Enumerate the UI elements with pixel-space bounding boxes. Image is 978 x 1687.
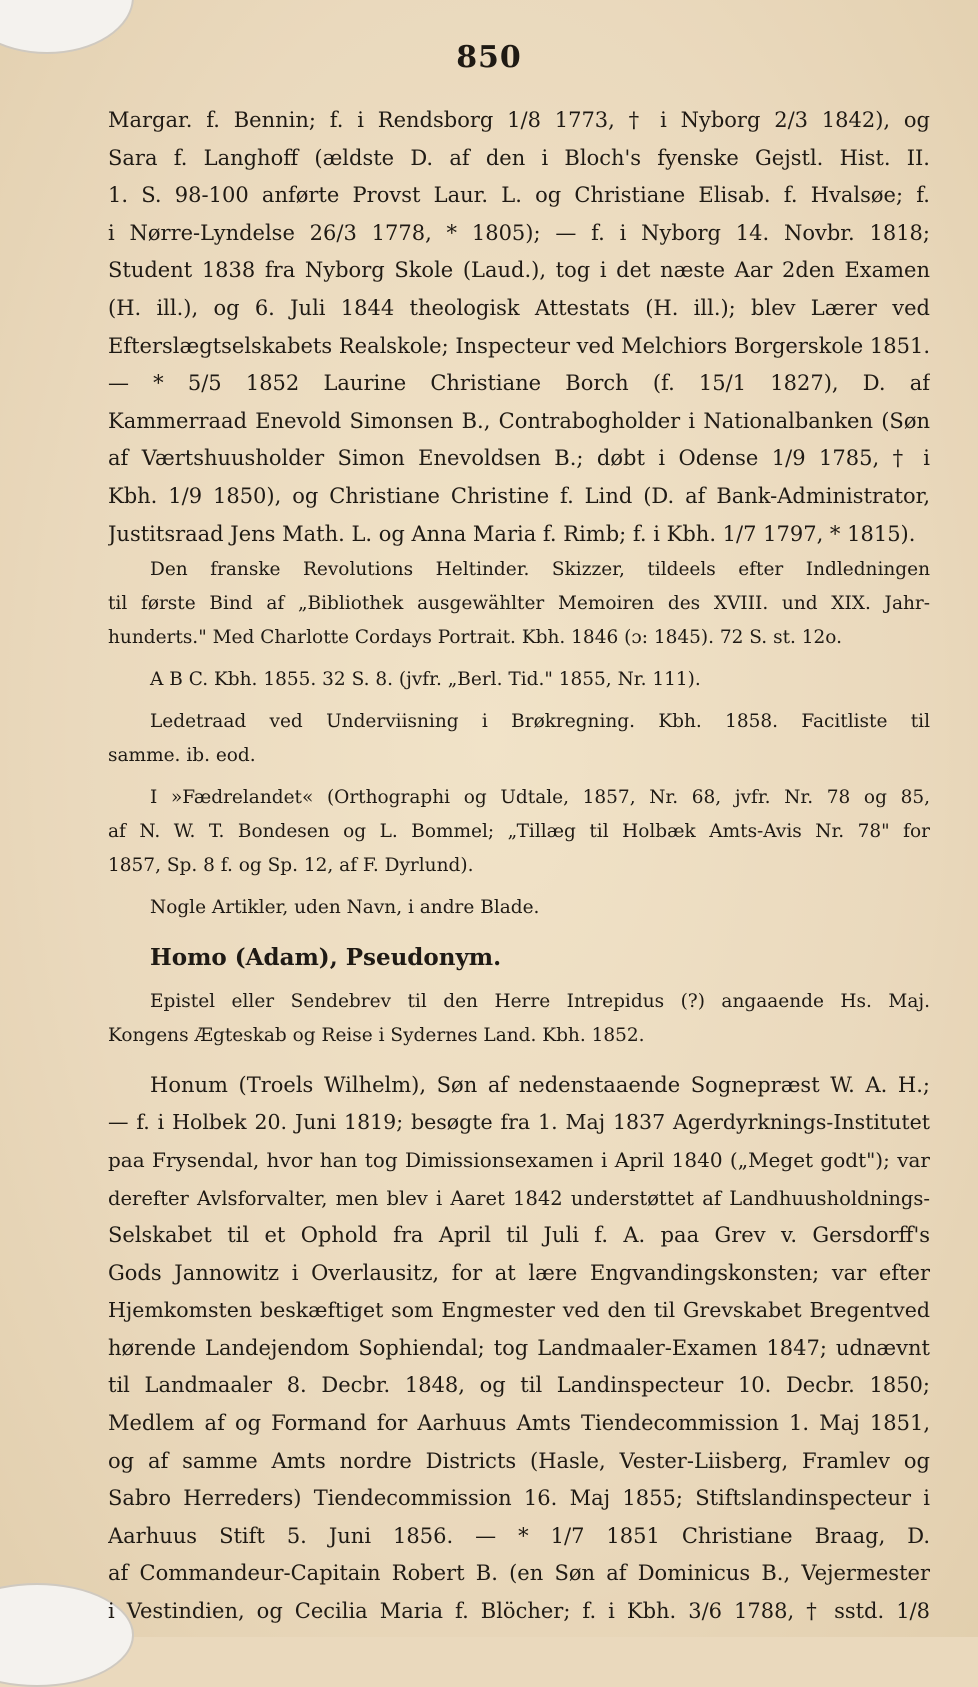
text-line: — * 5/5 1852 Laurine Christiane Borch (f. 15/1 1827), D. af	[108, 371, 930, 396]
text-line: Honum (Troels Wilhelm), Søn af nedenstaaende Sognepræst W. A. H.;	[150, 1072, 930, 1097]
text-line: (H. ill.), og 6. Juli 1844 theologisk Attestats (H. ill.); blev Lærer ved	[108, 295, 930, 320]
text-line: og af samme Amts nordre Districts (Hasle, Vester-Liisberg, Framlev og	[108, 1448, 930, 1473]
text-line: af N. W. T. Bondesen og L. Bommel; „Tillæg til Holbæk Amts-Avis Nr. 78" for	[108, 821, 930, 843]
bibliography-list	[108, 553, 930, 925]
biography-paragraph	[108, 1067, 930, 1631]
text-line: paa Frysendal, hvor han tog Dimissionsexamen i April 1840 („Meget godt"); var	[108, 1147, 930, 1172]
text-line: Kbh. 1/9 1850), og Christiane Christine f. Lind (D. af Bank-Administrator,	[108, 483, 930, 508]
text-line: hørende Landejendom Sophiendal; tog Landmaaler-Examen 1847; udnævnt	[108, 1335, 930, 1360]
entry-heading: Homo (Adam), Pseudonym.	[150, 944, 502, 972]
text-line: Kammerraad Enevold Simonsen B., Contrabogholder i Nationalbanken (Søn	[108, 408, 930, 433]
text-line: Kongens Ægteskab og Reise i Sydernes Land. Kbh. 1852.	[108, 1024, 645, 1046]
bibliography-list	[108, 985, 930, 1053]
biography-paragraph	[108, 102, 930, 553]
text-line: samme. ib. eod.	[108, 745, 256, 767]
text-line: af Værtshuusholder Simon Enevoldsen B.; døbt i Odense 1/9 1785, † i	[108, 446, 930, 471]
text-line: Selskabet til et Ophold fra April til Juli f. A. paa Grev v. Gersdorff's	[108, 1223, 930, 1248]
page-text	[108, 102, 930, 1631]
text-line: — f. i Holbek 20. Juni 1819; besøgte fra 1. Maj 1837 Agerdyrknings-Institutet	[108, 1110, 930, 1135]
text-line: af Commandeur-Capitain Robert B. (en Søn af Dominicus B., Vejermester	[108, 1561, 930, 1586]
text-line: 1857, Sp. 8 f. og Sp. 12, af F. Dyrlund).	[108, 855, 474, 877]
text-line: Den franske Revolutions Heltinder. Skizzer, tildeels efter Indledningen	[150, 559, 930, 581]
page-number: 850	[456, 40, 522, 75]
text-line: Ledetraad ved Underviisning i Brøkregning. Kbh. 1858. Facitliste til	[150, 711, 930, 733]
text-line: Hjemkomsten beskæftiget som Engmester ved den til Grevskabet Bregentved	[108, 1298, 930, 1323]
text-line: I »Fædrelandet« (Orthographi og Udtale, 1857, Nr. 68, jvfr. Nr. 78 og 85,	[150, 787, 930, 809]
text-line: Aarhuus Stift 5. Juni 1856. — * 1/7 1851 Christiane Braag, D.	[108, 1523, 930, 1548]
text-line: i Vestindien, og Cecilia Maria f. Blöcher; f. i Kbh. 3/6 1788, † sstd. 1/8	[108, 1599, 930, 1624]
text-line: Efterslægtselskabets Realskole; Inspecteur ved Melchiors Borgerskole 1851.	[108, 333, 930, 358]
text-line: Nogle Artikler, uden Navn, i andre Blade.	[150, 897, 540, 919]
text-line: til første Bind af „Bibliothek ausgewählter Memoiren des XVIII. und XIX. Jahr-	[108, 593, 930, 615]
text-line: i Nørre-Lyndelse 26/3 1778, * 1805); — f. i Nyborg 14. Novbr. 1818;	[108, 220, 930, 245]
text-line: Sara f. Langhoff (ældste D. af den i Bloch's fyenske Gejstl. Hist. II.	[108, 145, 930, 170]
text-line: Epistel eller Sendebrev til den Herre Intrepidus (?) angaaende Hs. Maj.	[150, 990, 930, 1012]
text-line: A B C. Kbh. 1855. 32 S. 8. (jvfr. „Berl. Tid." 1855, Nr. 111).	[150, 669, 701, 691]
text-line: Student 1838 fra Nyborg Skole (Laud.), tog i det næste Aar 2den Examen	[108, 258, 930, 283]
text-line: Sabro Herreders) Tiendecommission 16. Maj 1855; Stiftslandinspecteur i	[108, 1486, 930, 1511]
text-line: Justitsraad Jens Math. L. og Anna Maria f. Rimb; f. i Kbh. 1/7 1797, * 1815).	[108, 521, 916, 546]
text-line: Margar. f. Bennin; f. i Rendsborg 1/8 1773, † i Nyborg 2/3 1842), og	[108, 108, 930, 132]
text-line: Medlem af og Formand for Aarhuus Amts Tiendecommission 1. Maj 1851,	[108, 1411, 930, 1436]
text-line: 1. S. 98-100 anførte Provst Laur. L. og Christiane Elisab. f. Hvalsøe; f.	[108, 183, 930, 208]
text-line: til Landmaaler 8. Decbr. 1848, og til Landinspecteur 10. Decbr. 1850;	[108, 1373, 930, 1398]
text-line: Gods Jannowitz i Overlausitz, for at lære Engvandingskonsten; var efter	[108, 1260, 930, 1285]
text-line: derefter Avlsforvalter, men blev i Aaret 1842 understøttet af Landhuusholdnings-	[108, 1186, 930, 1210]
text-line: hunderts." Med Charlotte Cordays Portrait. Kbh. 1846 (ɔ: 1845). 72 S. st. 12o.	[108, 627, 842, 649]
